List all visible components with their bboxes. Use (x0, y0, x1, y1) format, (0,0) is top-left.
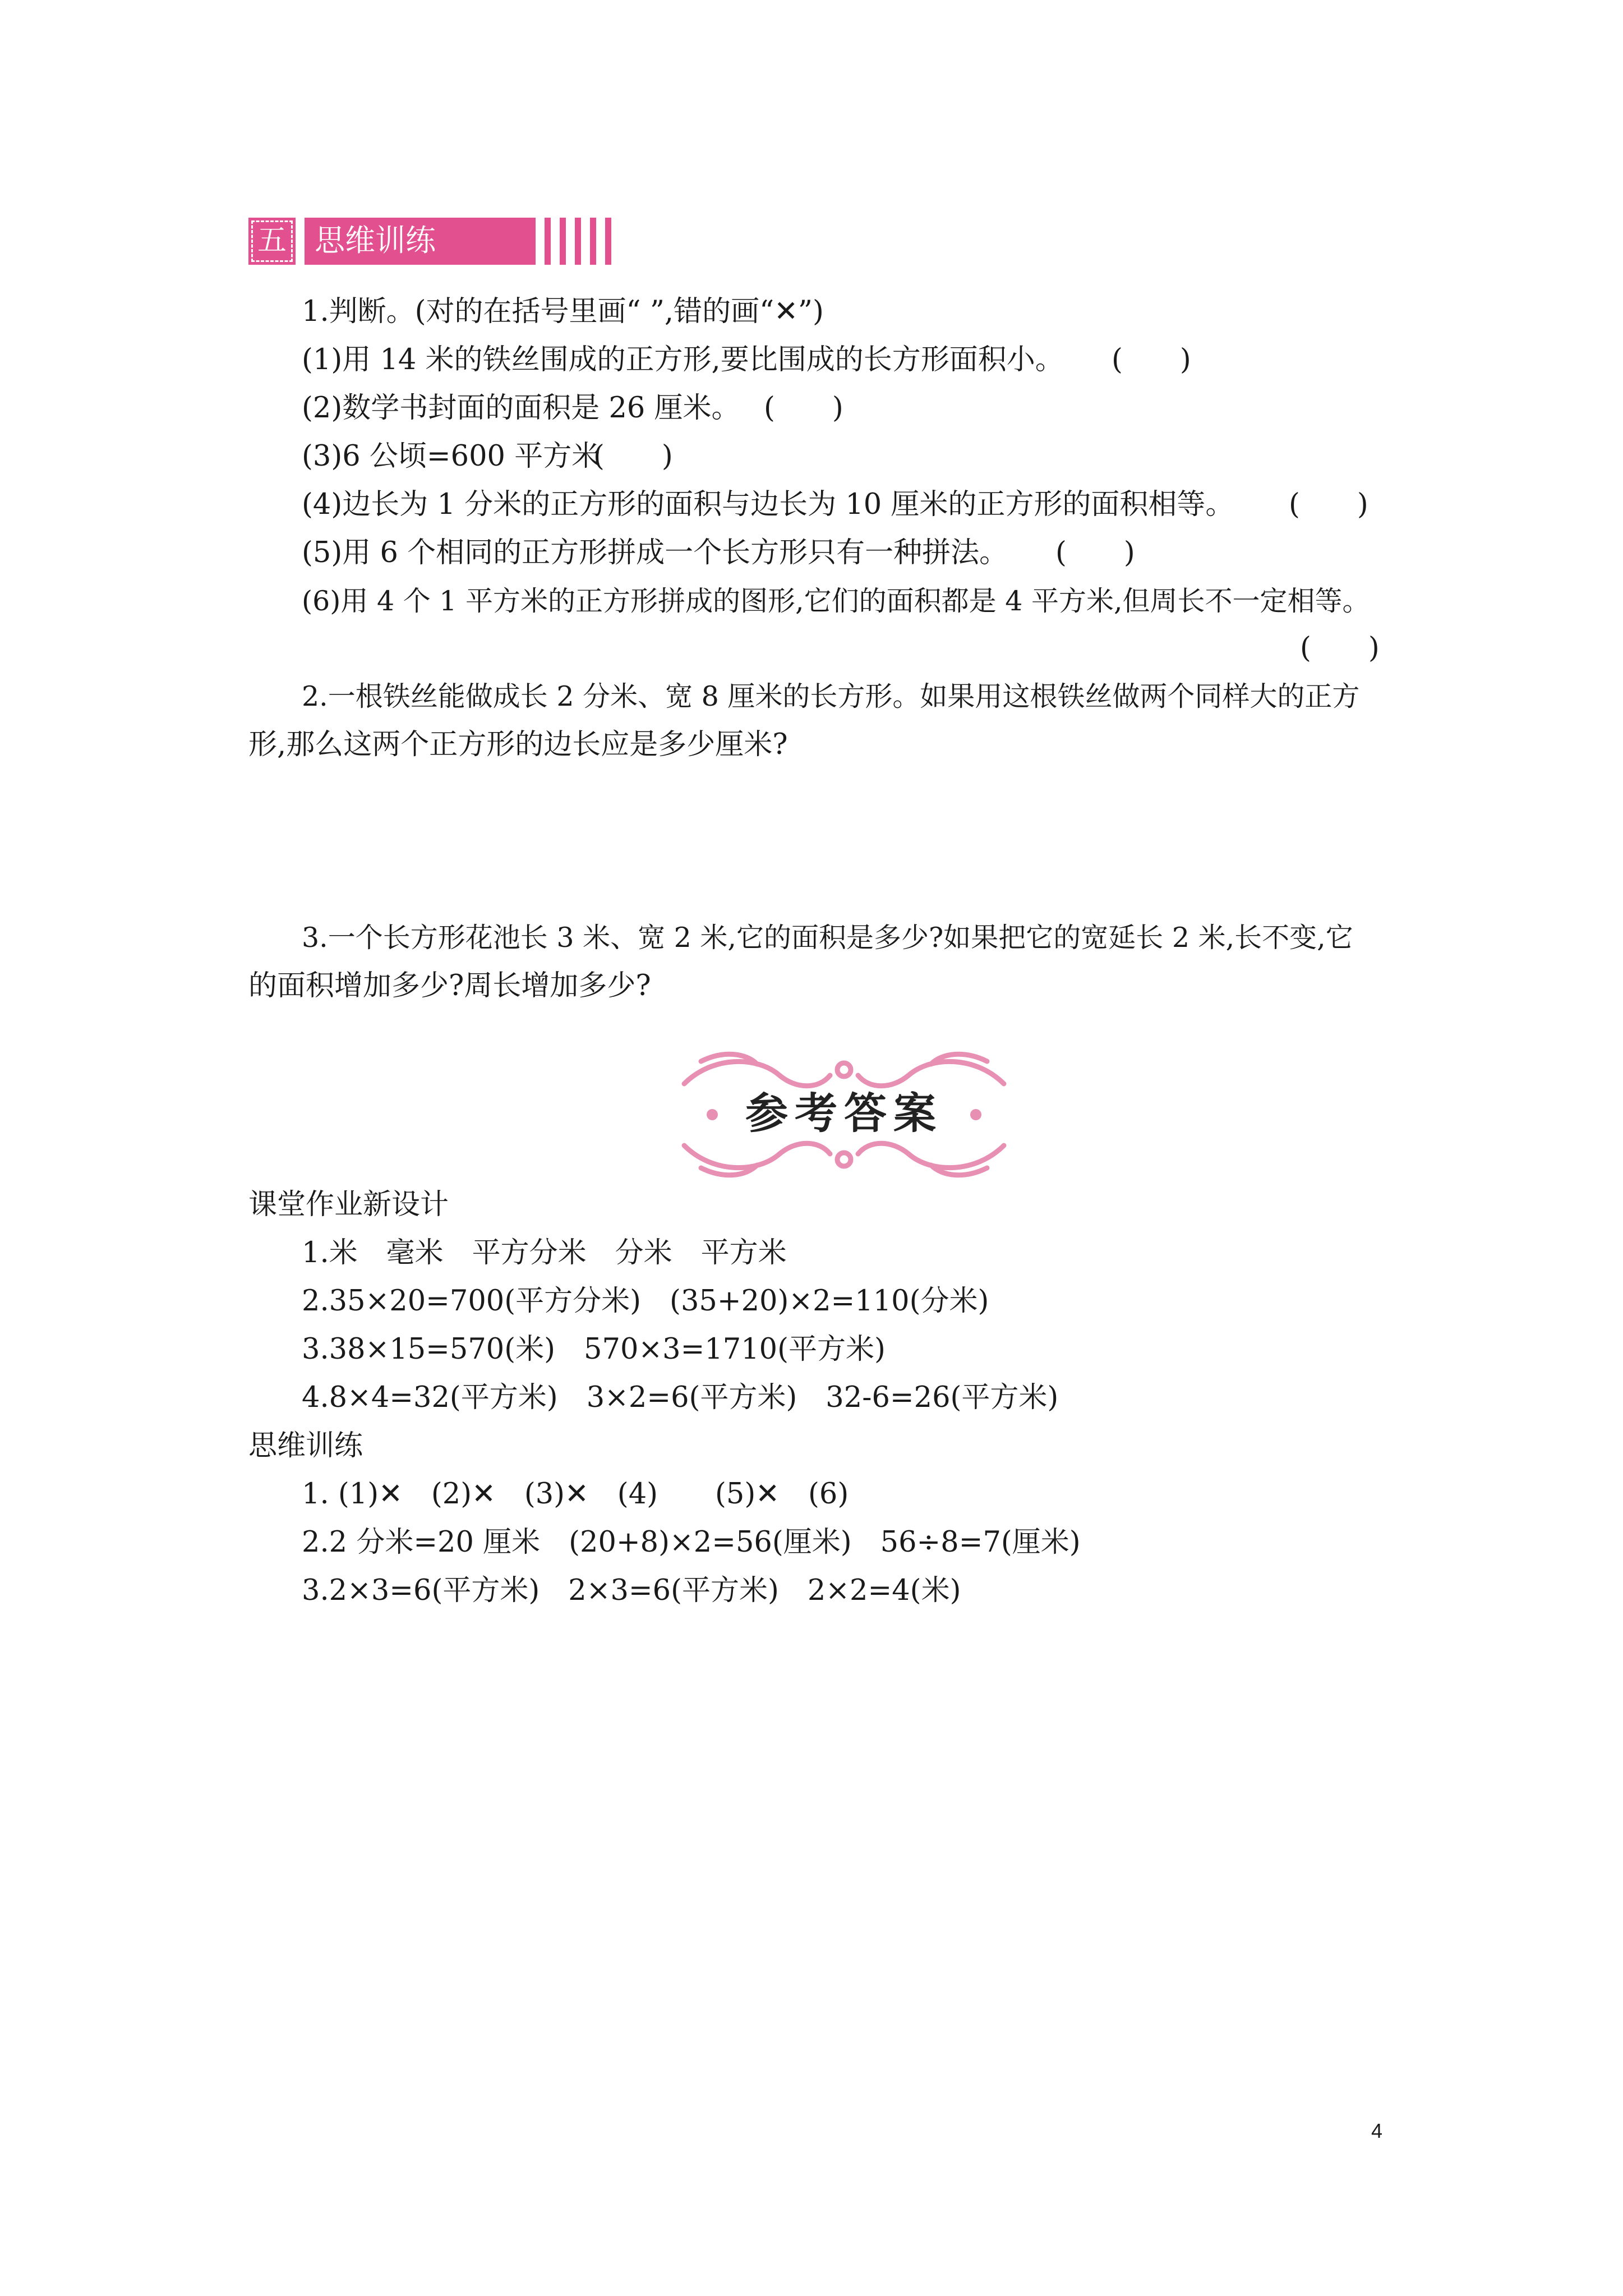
answer-line: 1.米 毫米 平方分米 分米 平方米 (302, 1236, 787, 1269)
q3-line-1: 3.一个长方形花池长 3 米、宽 2 米,它的面积是多少?如果把它的宽延长 2 米,长不变,它 (302, 922, 1353, 954)
answer-banner (662, 1045, 1026, 1185)
section-header (248, 218, 621, 265)
answer-line: 3.38×15=570(米) 570×3=1710(平方米) (302, 1333, 886, 1366)
answer-bracket: ( ) (764, 392, 843, 425)
answers-part1-title: 课堂作业新设计 (248, 1188, 449, 1221)
answers-part2-title: 思维训练 (248, 1429, 363, 1462)
answer-bracket: ( ) (1300, 632, 1380, 665)
answer-line: 4.8×4=32(平方米) 3×2=6(平方米) 32-6=26(平方米) (302, 1381, 1059, 1414)
q1-item-1: (1)用 14 米的铁丝围成的正方形,要比围成的长方形面积小。 (302, 343, 1064, 376)
q1-item-3: (3)6 公顷=600 平方米 (302, 440, 601, 473)
header-stripe (605, 218, 611, 265)
q1-stem: 1.判断。(对的在括号里画“ ”,错的画“✕”) (302, 295, 824, 328)
header-stripe (560, 218, 566, 265)
header-stripe (575, 218, 581, 265)
page-number: 4 (1371, 2119, 1383, 2142)
q2-line-1: 2.一根铁丝能做成长 2 分米、宽 8 厘米的长方形。如果用这根铁丝做两个同样大的正方 (302, 680, 1360, 712)
answer-line: 2.35×20=700(平方分米) (35+20)×2=110(分米) (302, 1285, 989, 1318)
header-stripe (545, 218, 551, 265)
answer-line: 2.2 分米=20 厘米 (20+8)×2=56(厘米) 56÷8=7(厘米) (302, 1526, 1081, 1559)
answer-bracket: ( ) (1112, 343, 1191, 376)
answer-bracket: ( ) (1289, 488, 1368, 521)
q1-item-5: (5)用 6 个相同的正方形拼成一个长方形只有一种拼法。 (302, 536, 1008, 569)
q1-item-4: (4)边长为 1 分米的正方形的面积与边长为 10 厘米的正方形的面积相等。 (302, 488, 1234, 521)
answer-line: 3.2×3=6(平方米) 2×3=6(平方米) 2×2=4(米) (302, 1574, 961, 1607)
answer-bracket: ( ) (1055, 536, 1135, 569)
q1-item-6: (6)用 4 个 1 平方米的正方形拼成的图形,它们的面积都是 4 平方米,但周长不一定相等。 (302, 585, 1370, 617)
answer-line: 1. (1)✕ (2)✕ (3)✕ (4) (5)✕ (6) (302, 1478, 849, 1511)
section-number: 五 (251, 220, 293, 262)
q3-line-2: 的面积增加多少?周长增加多少? (248, 969, 651, 1002)
section-number-badge (248, 218, 296, 265)
header-stripe (590, 218, 596, 265)
q2-line-2: 形,那么这两个正方形的边长应是多少厘米? (248, 728, 788, 761)
answer-banner-title: 参考答案 (745, 1088, 943, 1138)
answer-bracket: ( ) (593, 440, 673, 473)
section-title: 思维训练 (305, 218, 536, 265)
q1-item-2: (2)数学书封面的面积是 26 厘米。 (302, 392, 740, 425)
